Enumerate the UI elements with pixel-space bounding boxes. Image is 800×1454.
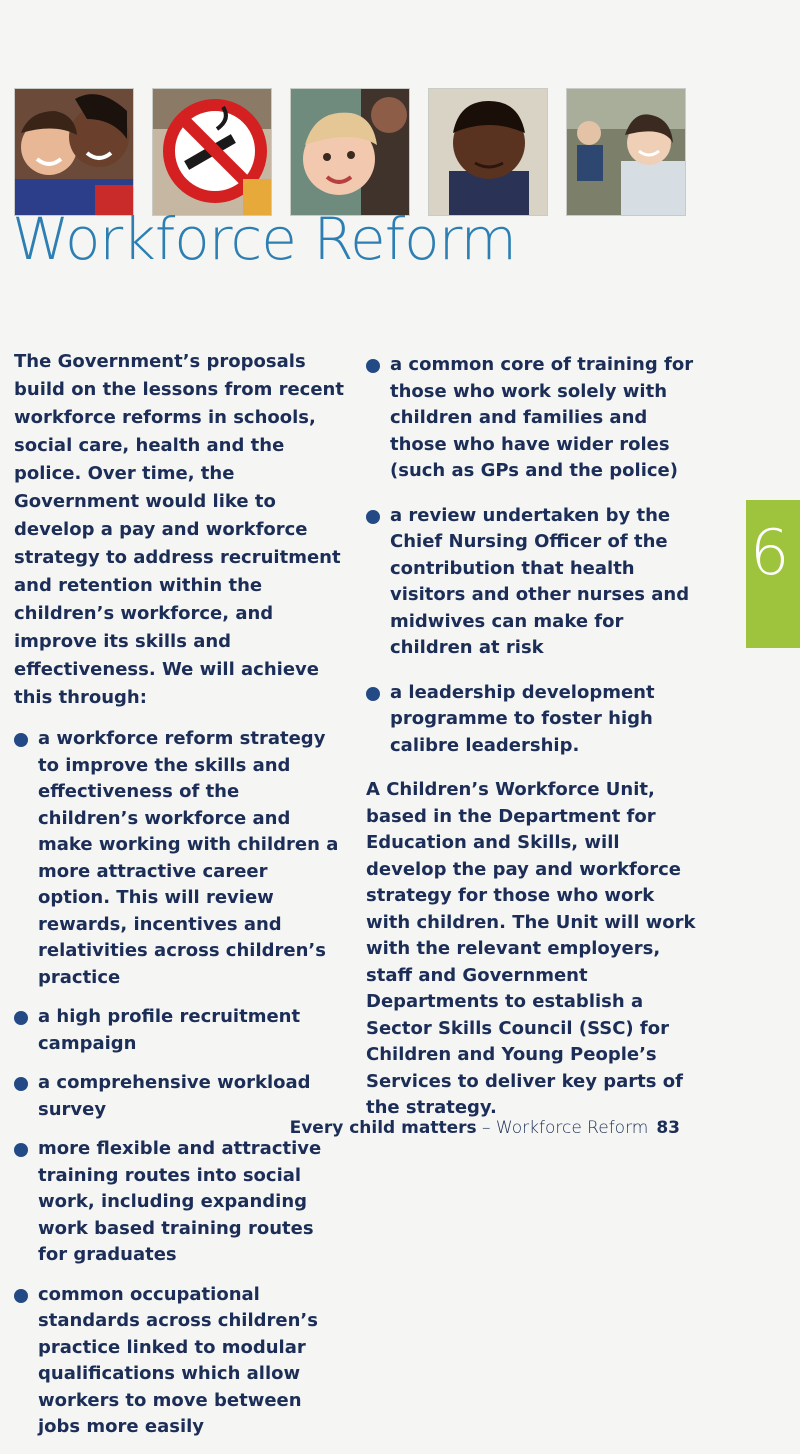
left-column (14, 348, 344, 1454)
list-item (14, 726, 344, 991)
list-item-text: common occupational standards across children’s practice linked to modular qualifications which allow workers to move between jobs more easily (38, 1283, 318, 1437)
workforce-unit-paragraph: A Children’s Workforce Unit, based in the Department for Education and Skills, will develop the pay and workforce strategy for those who work with children. The Unit will work with the relevant employers, staff and Government Departments to establish a Sector Skills Council (SSC) for Children and Young People’s Services to deliver key parts of the strategy. (366, 779, 696, 1118)
list-item (366, 352, 696, 485)
chapter-tab (746, 500, 800, 648)
bullet-icon (366, 510, 380, 524)
bullet-icon (366, 359, 380, 373)
bullet-icon (14, 733, 28, 747)
footer-series: Every child matters (289, 1118, 477, 1138)
page-title: Workforce Reform (12, 205, 516, 273)
footer-section: Workforce Reform (495, 1118, 649, 1138)
list-item-text: a workforce reform strategy to improve the skills and effectiveness of the children’s workforce and make working with children a more attractive career option. This will review rewards, incentives and relativities across children’s practice (38, 728, 339, 988)
list-item (366, 680, 696, 760)
right-bullet-list (366, 352, 696, 759)
baby-photo-icon (290, 88, 410, 216)
bullet-icon (14, 1077, 28, 1091)
right-column (366, 352, 696, 1122)
list-item-text: a high profile recruitment campaign (38, 1006, 301, 1054)
page-number: 83 (656, 1118, 680, 1138)
list-item (14, 1136, 344, 1269)
boy-photo-icon (428, 88, 548, 216)
list-item (14, 1282, 344, 1441)
list-item-text: a review undertaken by the Chief Nursing Officer of the contribution that health visitors and other nurses and midwives can make for children at risk (390, 504, 690, 658)
list-item-text: a comprehensive workload survey (38, 1072, 311, 1120)
list-item-text: a leadership development programme to foster high calibre leadership. (390, 681, 655, 756)
no-smoking-photo-icon (152, 88, 272, 216)
list-item (14, 1070, 344, 1123)
children-photo-icon (14, 88, 134, 216)
bullet-icon (14, 1143, 28, 1157)
list-item-text: more flexible and attractive training routes into social work, including expanding work based training routes for graduates (38, 1138, 322, 1265)
list-item (14, 1004, 344, 1057)
chapter-number: 6 (750, 516, 790, 589)
bullet-icon (14, 1011, 28, 1025)
list-item-text: a common core of training for those who work solely with children and families and those who have wider roles (such as GPs and the police) (390, 354, 694, 481)
carer-photo-icon (566, 88, 686, 216)
intro-paragraph: The Government’s proposals build on the lessons from recent workforce reforms in schools, social care, health and the police. Over time, the Government would like to develop a pay and workforce strategy to address recruitment and retention within the children’s workforce, and improve its skills and effectiveness. We will achieve this through: (14, 351, 344, 708)
bullet-icon (366, 687, 380, 701)
footer-separator: – (476, 1118, 496, 1138)
list-item (366, 503, 696, 662)
page-footer (290, 1118, 680, 1138)
photo-strip (14, 88, 684, 218)
left-bullet-list (14, 726, 344, 1441)
bullet-icon (14, 1289, 28, 1303)
